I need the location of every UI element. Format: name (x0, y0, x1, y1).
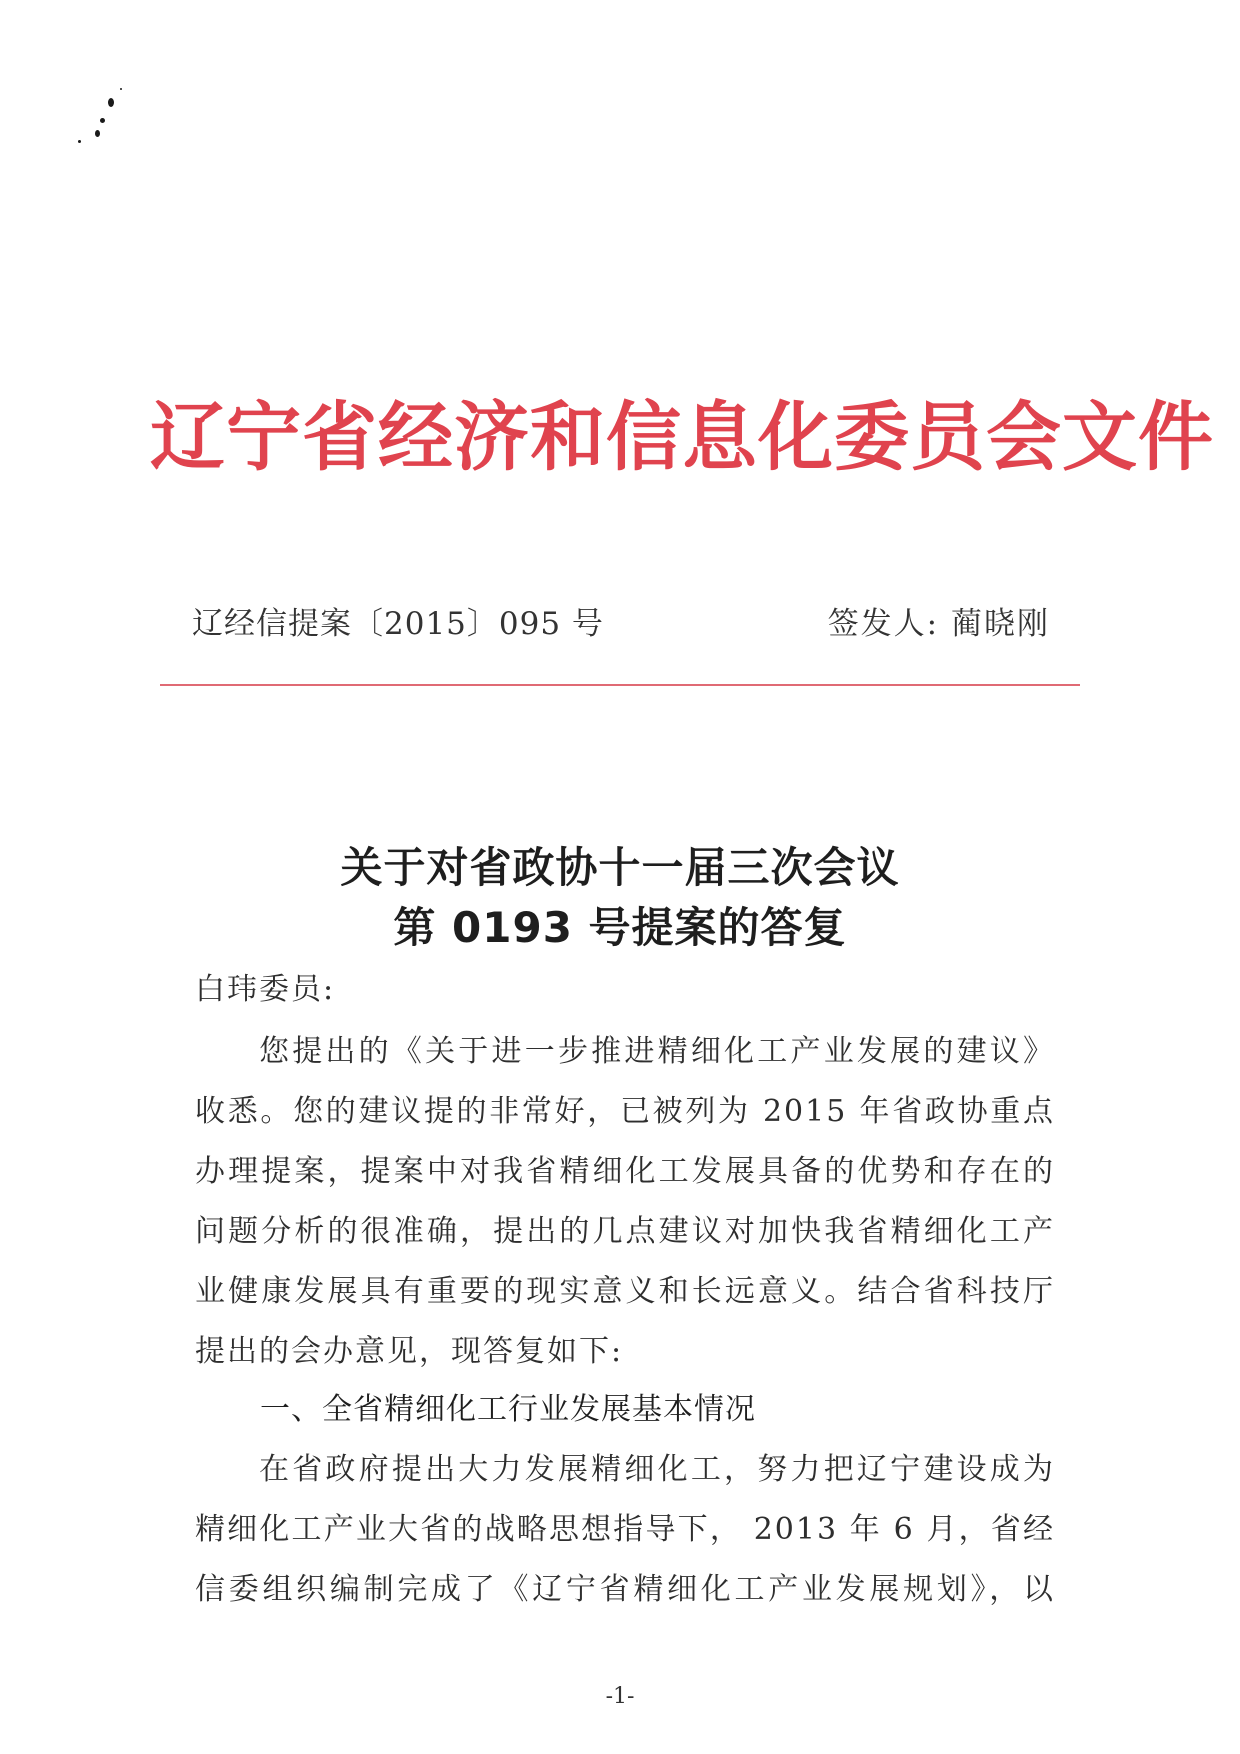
scan-speck (120, 88, 122, 90)
salutation: 白玮委员: (195, 972, 336, 1007)
scan-speck (95, 130, 100, 137)
red-separator-rule (160, 684, 1080, 686)
document-title-line2: 第 0193 号提案的答复 (393, 903, 847, 952)
page-number: -1- (605, 1684, 635, 1709)
document-title-line1: 关于对省政协十一届三次会议 (340, 843, 900, 892)
scan-speck (78, 140, 81, 143)
masthead-title: 辽宁省经济和信息化委员会文件 (150, 393, 1215, 481)
signer: 签发人: 蔺晓刚 (827, 606, 1050, 642)
section-heading-1: 一、全省精细化工行业发展基本情况 (260, 1392, 756, 1427)
scan-speck (100, 118, 105, 123)
body-paragraph-1: 您提出的《关于进一步推进精细化工产业发展的建议》收悉。您的建议提的非常好，已被列为 2015 年省政协重点办理提案，提案中对我省精细化工发展具备的优势和存在的问题分析的很准确，提出的几点建议对加快我省精细化工产业健康发展具有重要的现实意义和长远意义。结合省科技厅提出的会办意见，现答复如下: (195, 1034, 1055, 1369)
body-paragraph-2: 在省政府提出大力发展精细化工，努力把辽宁建设成为精细化工产业大省的战略思想指导下， 2013 年 6 月，省经信委组织编制完成了《辽宁省精细化工产业发展规划》，以 (195, 1452, 1055, 1607)
scan-speck (108, 98, 114, 107)
document-number: 辽经信提案〔2015〕095 号 (192, 606, 604, 642)
